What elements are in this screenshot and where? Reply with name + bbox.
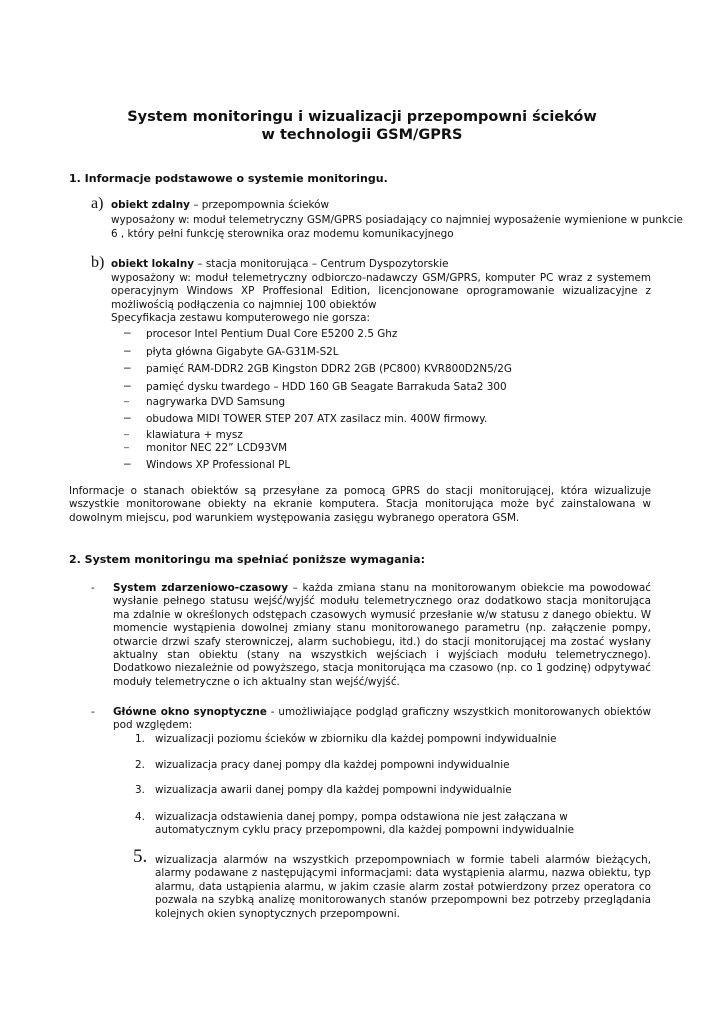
item-a-title bbox=[111, 199, 651, 212]
section-2-heading: 2. System monitoringu ma spełniać poniższe wymagania: bbox=[69, 553, 425, 566]
spec-item: klawiatura + mysz bbox=[146, 429, 243, 441]
spec-item: Windows XP Professional PL bbox=[146, 459, 291, 471]
spec-item: procesor Intel Pentium Dual Core E5200 2.5 Ghz bbox=[146, 328, 398, 340]
item-a-line2: wyposażony w: moduł telemetryczny GSM/GPRS posiadający co najmniej wyposażenie wymienione w punkcie bbox=[111, 214, 683, 226]
list-number: 1. bbox=[135, 733, 145, 745]
dash-icon: – bbox=[124, 325, 131, 339]
list-item: wizualizacja odstawienia danej pompy, pompa odstawiona nie jest załączana w automatycznym cyklu pracy przepompowni, dla każdej pompowni indywidualnie bbox=[155, 811, 574, 837]
dash-icon: – bbox=[124, 410, 131, 424]
dash-icon: – bbox=[124, 456, 131, 470]
dash-icon: – bbox=[124, 442, 130, 452]
list-item: wizualizacja pracy danej pompy dla każdej pompowni indywidualnie bbox=[155, 759, 510, 771]
section-1-heading: 1. Informacje podstawowe o systemie monitoringu. bbox=[69, 172, 388, 185]
item-b-bold: obiekt lokalny bbox=[111, 258, 195, 270]
requirement-main-synoptic-window bbox=[113, 706, 651, 733]
dash-icon: – bbox=[124, 343, 131, 357]
item-a-line3: 6 , który pełni funkcję sterownika oraz modemu komunikacyjnego bbox=[111, 228, 454, 240]
bullet-marker: - bbox=[91, 706, 95, 718]
spec-item: nagrywarka DVD Samsung bbox=[146, 396, 286, 408]
item-a-marker: a) bbox=[91, 195, 104, 212]
requirement-event-time-system bbox=[113, 582, 651, 689]
requirement-2-text: - umożliwiające podgląd graficzny wszystkich monitorowanych obiektów pod względem: bbox=[113, 706, 651, 732]
dash-icon: – bbox=[124, 396, 130, 406]
spec-item: pamięć RAM-DDR2 2GB Kingston DDR2 2GB (PC800) KVR800D2N5/2G bbox=[146, 363, 512, 375]
dash-icon: – bbox=[124, 429, 130, 439]
requirement-1-bold: System zdarzeniowo-czasowy bbox=[113, 582, 289, 594]
item-a-rest: – przepompownia ścieków bbox=[189, 199, 330, 211]
dash-icon: – bbox=[124, 378, 131, 392]
dash-icon: – bbox=[124, 360, 131, 374]
document-title bbox=[0, 108, 724, 144]
requirement-2-bold: Główne okno synoptyczne bbox=[113, 706, 267, 718]
section-1-paragraph: Informacje o stanach obiektów są przesyłane za pomocą GPRS do stacji monitorującej, która wizualizuje wszystkie monitorowane obiekty na ekranie komputera. Stacja monitorująca może być zainstalowana w dowolnym miejscu, pod warunkiem występowania zasięgu wybranego operatora GSM. bbox=[69, 485, 651, 524]
list-number: 2. bbox=[135, 759, 145, 771]
bullet-marker: - bbox=[91, 582, 95, 594]
list-item: wizualizacja alarmów na wszystkich przepompowniach w formie tabeli alarmów bieżących, alarmy podawane z następującymi informacjami: data wystąpienia alarmu, nazwa obiektu, typ alarmu, data ustąpienia alarmu, w jakim czasie alarm został potwierdzony przez operatora co pozwala na szybką analizę monitorowanych stanów przepompowni bez potrzeby przeglądania kolejnych okien synoptycznych przepompowni. bbox=[155, 854, 651, 920]
title-line-1: System monitoringu i wizualizacji przepompowni ścieków bbox=[127, 109, 597, 125]
list-item: wizualizacja awarii danej pompy dla każdej pompowni indywidualnie bbox=[155, 784, 512, 796]
item-a-bold: obiekt zdalny bbox=[111, 199, 190, 211]
item-b-rest: – stacja monitorująca – Centrum Dyspozytorskie bbox=[194, 258, 449, 270]
item-b-marker: b) bbox=[91, 254, 105, 271]
list-number: 4. bbox=[135, 811, 145, 823]
spec-intro: Specyfikacja zestawu komputerowego nie gorsza: bbox=[111, 312, 370, 324]
list-item: wizualizacji poziomu ścieków w zbiorniku dla każdej pompowni indywidualnie bbox=[155, 733, 557, 745]
spec-item: pamięć dysku twardego – HDD 160 GB Seagate Barrakuda Sata2 300 bbox=[146, 381, 507, 393]
spec-item: obudowa MIDI TOWER STEP 207 ATX zasilacz min. 400W firmowy. bbox=[146, 413, 488, 425]
title-line-2: w technologii GSM/GPRS bbox=[261, 127, 463, 143]
spec-item: płyta główna Gigabyte GA-G31M-S2L bbox=[146, 346, 339, 358]
spec-item: monitor NEC 22” LCD93VM bbox=[146, 442, 288, 454]
item-b-title bbox=[111, 258, 651, 271]
list-number: 3. bbox=[135, 784, 145, 796]
item-b-description: wyposażony w: moduł telemetryczny odbiorczo-nadawczy GSM/GPRS, komputer PC wraz z systemem operacyjnym Windows XP Proffesional Edition, licencjonowane oprogramowanie wizualizacyjne z możliwością podłączenia co najmniej 100 obiektów bbox=[111, 272, 651, 311]
list-number: 5. bbox=[133, 846, 148, 867]
requirement-1-text: – każda zmiana stanu na monitorowanym obiekcie ma powodować wysłanie pełnego statusu wejść/wyjść modułu telemetrycznego oraz dodatkowo stacja monitorująca ma zdalnie w określonych odstępach czasowych wymusić przesłanie w/w statusu z danego obiektu. W momencie wystąpienia dowolnej zmiany stanu monitorowanego parametru (np. załączenie pompy, otwarcie drzwi szafy sterowniczej, alarm suchobiegu, itd.) do stacji monitorującej ma zostać wysłany aktualny stan obiektu (stany na wszystkich wejściach i wyjściach modułu telemetrycznego). Dodatkowo niezależnie od powyższego, stacja monitorująca ma czasowo (np. co 1 godzinę) odpytywać moduły telemetryczne o ich aktualny stan wejść/wyjść. bbox=[113, 582, 651, 688]
